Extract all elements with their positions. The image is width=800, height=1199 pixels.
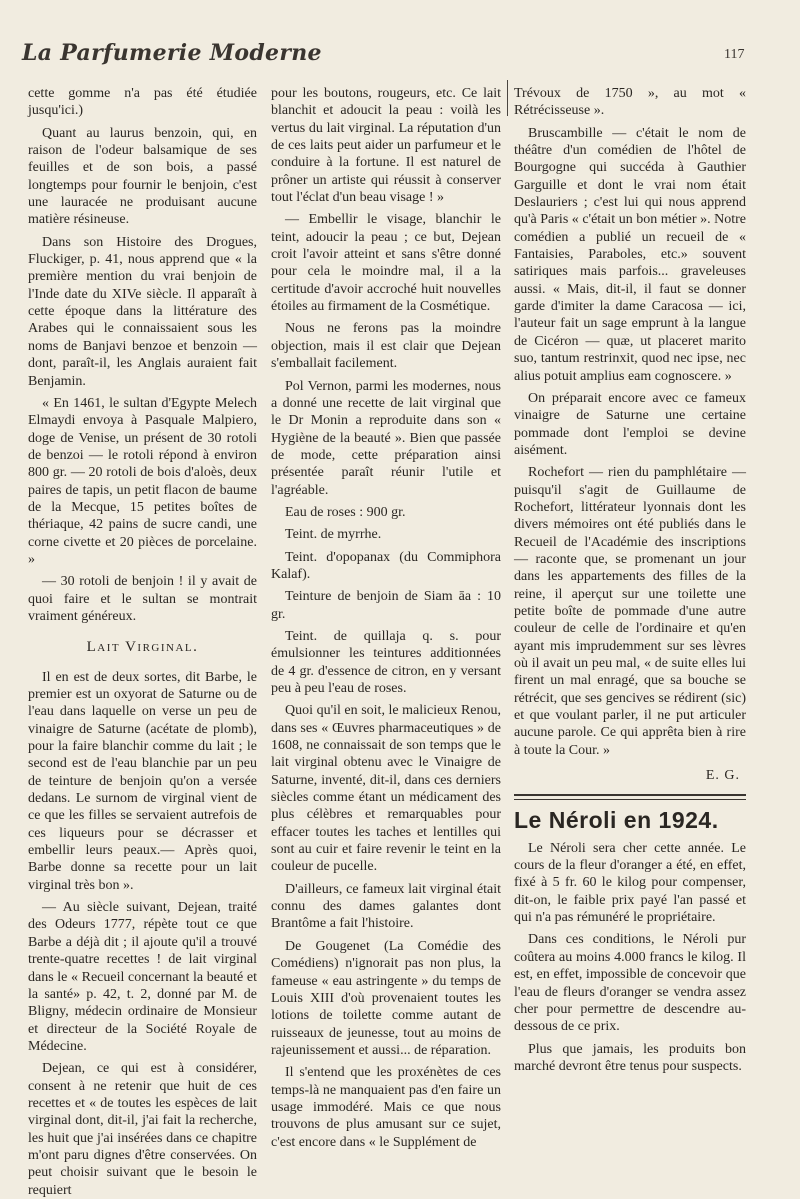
- paragraph: Dans son Histoire des Drogues, Fluckiger, p. 41, nous apprend que « la première mention du vrai benjoin de l'Inde date du XIVe siècle. Il apparaît à cette époque dans la littérature des Arabes qui le connaissaient sous les noms de Banjavi benzoe et benzoin — dont, paraît-il, les Anglais auraient fait Benjamin.: [28, 234, 257, 389]
- divider-thin-rule: [514, 799, 746, 800]
- paragraph: De Gougenet (La Comédie des Comédiens) n'ignorait pas non plus, la fameuse « eau astringente » du temps de Louis XIII d'où provenaient toutes les lotions de toilette comme autant de ruisseaux de jeunesse, tout au moins de rajeunissement et aussi... de réparation.: [271, 938, 501, 1058]
- paragraph: pour les boutons, rougeurs, etc. Ce lait blanchit et adoucit la peau : voilà les vertus du lait virginal. La réputation d'un de ces laits peut aider un parfumeur et le conduire à la fortune. Il est naturel de prôner un artiste qui réussit à conserver tout l'éclat d'un beau visage ! »: [271, 86, 501, 206]
- paragraph: Nous ne ferons pas la moindre objection, mais il est clair que Dejean s'emballait facilement.: [271, 321, 501, 372]
- recipe-line: Teinture de benjoin de Siam āa : 10 gr.: [271, 589, 501, 622]
- column-left: [28, 85, 257, 1199]
- paragraph: — 30 rotoli de benjoin ! il y avait de quoi faire et le sultan se montrait vraiment généreux.: [28, 574, 257, 624]
- paragraph: On préparait encore avec ce fameux vinaigre de Saturne une certaine pommade dont l'emploi se devine aisément.: [514, 390, 746, 458]
- paragraph: D'ailleurs, ce fameux lait virginal était connu des dames galantes dont Brantôme a fait l'histoire.: [271, 881, 501, 932]
- section-heading-lait-virginal: Lait Virginal.: [86, 639, 199, 656]
- paragraph: « En 1461, le sultan d'Egypte Melech Elmaydi envoya à Pasquale Malpiero, doge de Venise, un présent de 30 rotoli de benzoi — le rotoli répond à environ 800 gr. — 20 rotoli de bois d'aloès, deux paires de tapis, un petit flacon de baume de la Mecque, 15 petites boîtes de thériaque, 42 pains de sucre candi, une corne civette et 20 pièces de porcelaine. »: [28, 395, 257, 567]
- column-divider: [507, 80, 508, 116]
- paragraph: — Au siècle suivant, Dejean, traité des Odeurs 1777, répète tout ce que Barbe a déjà dit ; il ajoute qu'il a trouvé trente-quatre recettes ! de lait virginal dans le « Recueil concernant la beauté et la santé» p. 42, t. 2, donné par M. de Bligny, médecin ordinaire de Monsieur et directeur de la Société Royale de Médecine.: [28, 900, 257, 1054]
- paragraph: Dans ces conditions, le Néroli pur coûtera au moins 4.000 francs le kilog. Il est, en effet, impossible de concevoir que l'eau de fleurs d'oranger se vendra assez cher pour permettre de descendre au-dessous de ce prix.: [514, 932, 746, 1035]
- column-middle: [271, 85, 501, 1151]
- paragraph: Quoi qu'il en soit, le malicieux Renou, dans ses « Œuvres pharmaceutiques » de 1608, ne connaissait de son temps que le lait virginal obtenu avec le Vinaigre de Saturne, inventé, dit-il, dans ces derniers siècles comme étant un médicament des plus célèbres et remarquables pour effacer toutes les taches et lentilles qui sont au cuir et faire revenir le teint en la couleur de pucelle.: [271, 703, 501, 875]
- divider-thick-rule: [514, 794, 746, 796]
- section-divider: [514, 794, 746, 800]
- recipe-line: Teint. d'opopanax (du Commiphora Kalaf).: [271, 549, 501, 582]
- paragraph: Il en est de deux sortes, dit Barbe, le premier est un oxyorat de Saturne ou de l'eau dans laquelle on verse un peu de vinaigre de Saturne (acétate de plomb), pour la faire blanchir comme du lait ; le second est de l'eau blanchie par un peu de teinture de benjoin qu'on a versée dedans. Le surnom de virginal vient de ce que les filles se servaient autrefois de ces liqueurs pour se décrasser et embellir leurs peaux.— Après quoi, Barbe donne sa recette pour un lait virginal très bon ».: [28, 669, 257, 893]
- author-signature: E. G.: [705, 768, 740, 784]
- paragraph: — Embellir le visage, blanchir le teint, adoucir la peau ; ce but, Dejean croit l'avoir atteint et sans s'être donné pour cela le moindre mal, il a la certitude d'avoir accroché huit nouvelles étoiles au firmament de la Cosmétique.: [271, 212, 501, 315]
- paragraph: cette gomme n'a pas été étudiée jusqu'ici.): [28, 86, 257, 119]
- paragraph: Rochefort — rien du pamphlétaire — puisqu'il s'agit de Guillaume de Rochefort, littérateur lyonnais dont les divers mémoires ont été publiés dans le Recueil de l'Académie des inscriptions — raconte que, se promenant un jour dans les appartements des filles de la reine, il aperçut sur une toilette une petite boîte de pommade d'une autre couleur de celle de l'ordinaire et qu'en ayant mis imprudemment sur ses lèvres où il avait un peu mal, « de suite elles lui firent un mal enragé, que sa bouche se rétrécit, que ses gencives se rédirent (sic) et que voulant parler, il ne put articuler aucune parole. Ce qui apprêta bien à rire à toute la Cour. »: [514, 465, 746, 758]
- recipe-line: Teint. de quillaja q. s. pour émulsionner les teintures additionnées de 4 gr. d'essence de citron, en y versant peu à peu l'eau de roses.: [271, 628, 501, 696]
- paragraph: Il s'entend que les proxénètes de ces temps-là ne manquaient pas d'en faire un usage immodéré. Mais ce que nous trouvons de plus amusant sur ce sujet, c'est encore dans « le Supplément de: [271, 1065, 501, 1150]
- paragraph: Quant au laurus benzoin, qui, en raison de l'odeur balsamique de ses feuilles et de son bois, a passé longtemps pour fournir le benjoin, c'est une lauracée ne produisant aucune matière résineuse.: [28, 125, 257, 228]
- paragraph: Trévoux de 1750 », au mot « Rétrécisseuse ».: [514, 86, 746, 119]
- paragraph: Bruscambille — c'était le nom de théâtre d'un comédien de l'hôtel de Bourgogne qui succéda à Gauthier Garguille et dont le vrai nom était Deslauriers ; c'est lui qui nous apprend qu'à Paris « c'était un bon métier ». Notre comédien a publié un recueil de « Fantaisies, Paraboles, etc.» souvent satiriques mais parfois... graveleuses aussi. « Mais, dit-il, il faut se donner garde d'imiter la dame Caracosa — ici, l'auteur fait un sage emprunt à la langue de Cicéron — quæ, ut placeret marito suo, tantum restrinxit, quod nec ipse, nec alius potuit amplius eam cognoscere. »: [514, 125, 746, 384]
- paragraph: Dejean, ce qui est à considérer, consent à ne retenir que huit de ces recettes et « de toutes les espèces de lait virginal dont, dit-il, j'ai fait la recherche, les huit que j'ai insérées dans ce chapitre m'ont paru dignes d'être conservées. On peut choisir suivant que le besoin le requiert: [28, 1061, 257, 1198]
- article-title: Le Néroli en 1924.: [514, 807, 719, 834]
- paragraph: Le Néroli sera cher cette année. Le cours de la fleur d'oranger a été, en effet, fixé à 5 fr. 60 le kilog pour compenser, dit-on, le faible prix payé l'an passé et qui n'a pas rémunéré le propriétaire.: [514, 840, 746, 926]
- masthead-title: La Parfumerie Moderne: [22, 40, 322, 66]
- paragraph: Pol Vernon, parmi les modernes, nous a donné une recette de lait virginal que le Dr Monin a reproduite dans son « Hygiène de la beauté ». Bien que passée de mode, cette préparation ainsi présentée paraît réunir l'utile et l'agréable.: [271, 378, 501, 498]
- recipe-line: Teint. de myrrhe.: [285, 527, 382, 543]
- paragraph: Plus que jamais, les produits bon marché devront être tenus pour suspects.: [514, 1041, 746, 1074]
- column-right: [514, 85, 746, 1075]
- page-number: 117: [724, 47, 745, 62]
- recipe-line: Eau de roses : 900 gr.: [285, 504, 406, 520]
- page-header: [0, 0, 800, 70]
